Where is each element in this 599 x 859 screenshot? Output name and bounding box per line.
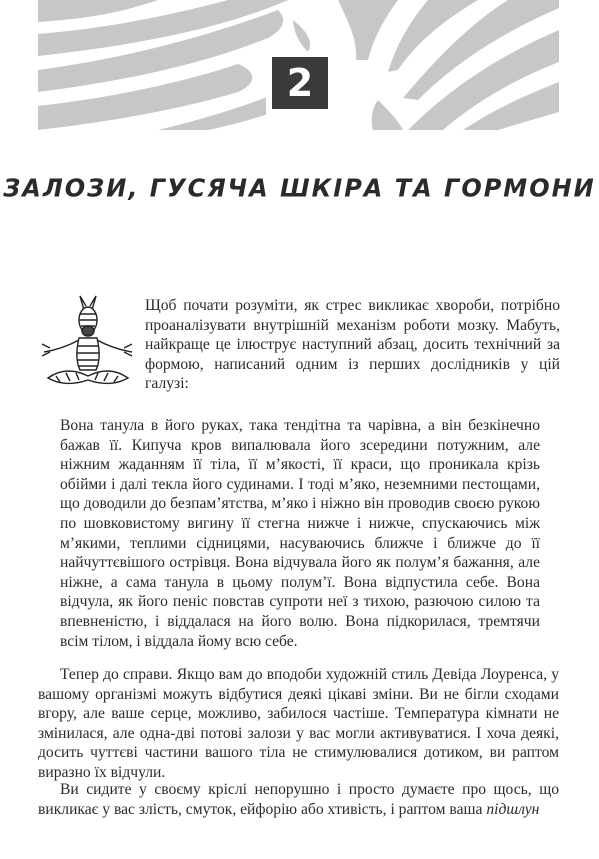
body-paragraph-1: Тепер до справи. Якщо вам до вподоби художній стиль Девіда Лоуренса, у вашому організмі можуть відбутися деякі цікаві зміни. Ви не бігли сходами вгору, але ваше серце, можливо, забилося частіше. Температура кімнати не змінилася, але одна-дві потові залози у вас могли активуватися. І хоча деякі, досить чуттєві частини вашого тіла не стимулювалися дотиком, ви раптом виразно їх відчули. — [38, 666, 559, 781]
body-paragraph-2-text: Ви сидите у своєму кріслі непорушно і просто думаєте про щось, що викликає у вас злість, смуток, ейфорію або хтивість, і раптом ваша — [38, 781, 559, 818]
chapter-number: 2 — [272, 57, 328, 109]
chapter-number-box — [266, 51, 334, 115]
quoted-passage: Вона танула в його руках, така тендітна та чарівна, а він безкінечно бажав її. Кипуча кров випалювала його зсередини потужним, але ніжним жаданням її тіла, її м’якості, її краси, що проникала крізь обійми і далі текла його судинами. І тоді м’яко, неземними пестощами, що доводили до безпам’ятства, м’яко і ніжно він проводив своєю рукою по шовковистому вигину її стегна нижче і нижче, спускаючись між м’якими, теплими сідницями, насуваючись ближче і ближче до її найчуттєвішого острівця. Вона відчувала його як полум’я бажання, але ніжне, а сама танула в цьому полум’ї. Вона відпустила себе. Вона відчула, як його пеніс повстав супроти неї з тихою, разючою силою та впевненістю, і віддалася на його волю. Вона підкорилася, тремтячи всім тілом, і віддала йому всю себе. — [60, 417, 540, 650]
body-paragraph-2 — [38, 780, 559, 819]
chapter-title: ЗАЛОЗИ, ГУСЯЧА ШКІРА ТА ГОРМОНИ — [3, 173, 596, 203]
body-paragraph-2-italic: підшлун — [486, 800, 540, 818]
meditating-zebra-icon — [38, 290, 136, 392]
intro-paragraph: Щоб почати розуміти, як стрес викликає хвороби, потрібно проаналізувати внутрішній механізм роботи мозку. Мабуть, найкраще це ілюструє наступний абзац, досить технічний за формою, написаний одним із перших дослідників у цій галузі: — [145, 297, 560, 393]
